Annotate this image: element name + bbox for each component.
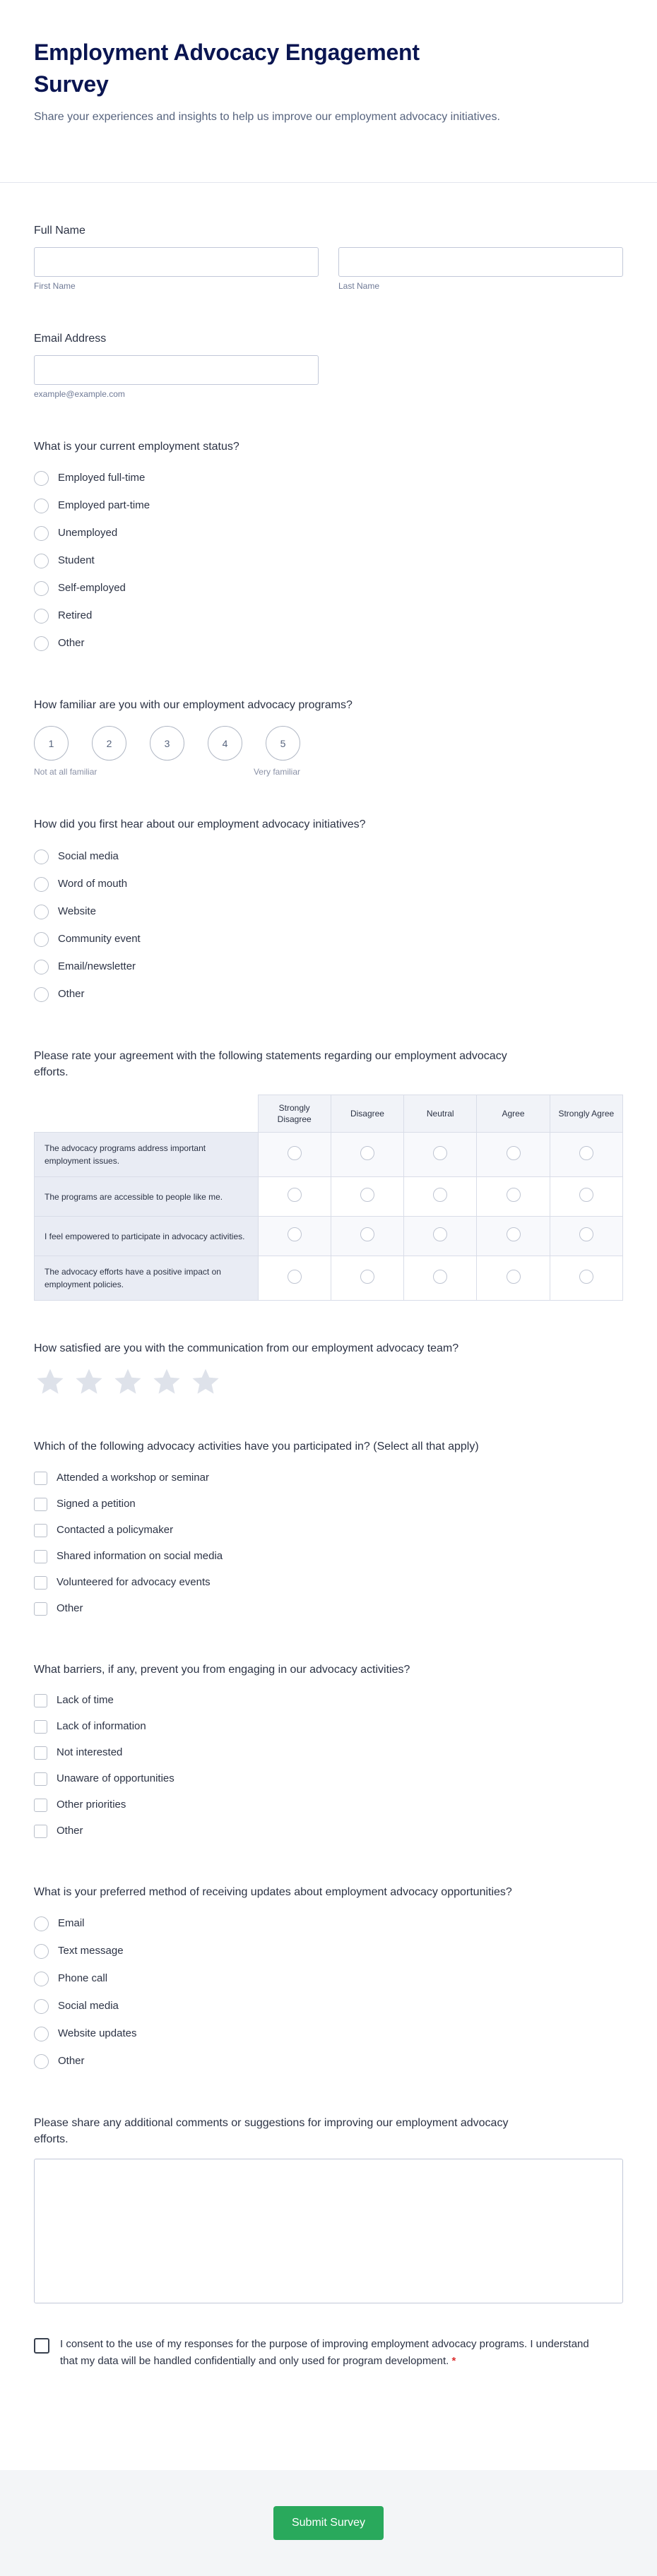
checkbox-icon[interactable] [34,1576,47,1590]
radio-option[interactable] [34,465,623,492]
option-label: Employed part-time [58,499,150,512]
option-label: Not interested [57,1746,123,1758]
radio-option[interactable] [34,898,623,926]
matrix-radio[interactable] [360,1188,374,1202]
comments-textarea[interactable] [34,2159,623,2303]
checkbox-icon[interactable] [34,1602,47,1616]
matrix-radio[interactable] [507,1270,521,1284]
option-label: Unemployed [58,527,118,539]
checkbox-icon[interactable] [34,1772,47,1786]
field-activities [34,1438,623,1621]
matrix-header-row [35,1095,623,1132]
matrix-row-label: The programs are accessible to people like me. [35,1177,259,1217]
matrix-cell [258,1133,331,1177]
matrix-cell [477,1256,550,1301]
field-consent [34,2336,599,2370]
matrix-col-header: Strongly Disagree [258,1095,331,1132]
option-label: Shared information on social media [57,1549,223,1562]
option-label: Text message [58,1945,124,1957]
familiarity-label: How familiar are you with our employment advocacy programs? [34,699,353,712]
scale-option[interactable] [150,726,184,761]
matrix-row [35,1217,623,1256]
radio-icon[interactable] [34,609,49,624]
option-label: Lack of information [57,1719,146,1732]
radio-option[interactable] [34,1993,623,2020]
matrix-radio[interactable] [360,1270,374,1284]
hear-about-options [34,843,623,1008]
field-comments [34,2115,623,2303]
checkbox-option[interactable] [34,1465,623,1491]
radio-icon[interactable] [34,554,49,568]
matrix-radio[interactable] [288,1146,302,1160]
form-title: Employment Advocacy Engagement Survey [34,40,420,97]
option-label: Social media [58,849,119,862]
radio-icon[interactable] [34,960,49,974]
matrix-cell [404,1177,477,1217]
checkbox-option[interactable] [34,1792,623,1818]
field-satisfaction [34,1340,623,1399]
radio-option[interactable] [34,981,623,1008]
option-label: Attended a workshop or seminar [57,1471,209,1484]
email-input[interactable] [34,355,319,385]
option-label: Other [58,2055,85,2068]
option-label: Employed full-time [58,472,146,484]
matrix-radio[interactable] [360,1227,374,1241]
field-updates-method [34,1884,623,2075]
agreement-matrix-table [34,1095,623,1301]
radio-icon[interactable] [34,932,49,947]
last-name-sublabel: Last Name [338,280,380,291]
matrix-col-header: Strongly Agree [550,1095,622,1132]
scale-option[interactable] [92,726,126,761]
matrix-cell [331,1217,403,1256]
matrix-cell [404,1133,477,1177]
star-icon[interactable] [150,1366,183,1399]
matrix-col-header: Disagree [331,1095,403,1132]
radio-option[interactable] [34,843,623,871]
submit-bar [0,2470,657,2576]
option-label: Other [58,637,85,650]
scale-option[interactable] [266,726,300,761]
scale-number: 3 [164,737,170,749]
checkbox-option[interactable] [34,1714,623,1740]
checkbox-icon[interactable] [34,1746,47,1760]
field-employment-status [34,439,623,657]
matrix-row [35,1133,623,1177]
matrix-cell [477,1177,550,1217]
checkbox-option[interactable] [34,1491,623,1517]
radio-icon[interactable] [34,2054,49,2069]
option-label: Phone call [58,1972,108,1985]
barriers-label: What barriers, if any, prevent you from engaging in our advocacy activities? [34,1663,410,1676]
full-name-label: Full Name [34,224,85,237]
matrix-radio[interactable] [288,1188,302,1202]
radio-icon[interactable] [34,1944,49,1959]
radio-option[interactable] [34,1910,623,1938]
checkbox-option[interactable] [34,1596,623,1622]
scale-options [34,726,623,761]
consent-label [34,2336,599,2370]
radio-option[interactable] [34,520,623,547]
option-label: Self-employed [58,582,126,595]
name-inputs-row [34,247,623,291]
matrix-cell [477,1133,550,1177]
matrix-radio[interactable] [433,1188,447,1202]
radio-icon[interactable] [34,2027,49,2041]
first-name-input[interactable] [34,247,319,277]
email-sublabel: example@example.com [34,388,125,399]
radio-option[interactable] [34,2048,623,2075]
star-icon[interactable] [73,1366,105,1399]
option-label: Email [58,1917,85,1930]
radio-icon[interactable] [34,526,49,541]
matrix-col-header: Agree [477,1095,550,1132]
matrix-row-label: The advocacy efforts have a positive impact on employment policies. [35,1256,259,1301]
matrix-cell [404,1217,477,1256]
matrix-radio[interactable] [579,1270,593,1284]
matrix-radio[interactable] [433,1146,447,1160]
comments-label: Please share any additional comments or suggestions for improving our employment advocacy efforts. [34,2117,509,2146]
matrix-cell [258,1217,331,1256]
radio-option[interactable] [34,871,623,898]
radio-option[interactable] [34,953,623,981]
radio-option[interactable] [34,2020,623,2048]
option-label: Retired [58,609,93,622]
matrix-cell [331,1177,403,1217]
scale-option[interactable] [208,726,242,761]
matrix-cell [331,1256,403,1301]
option-label: Volunteered for advocacy events [57,1575,211,1588]
scale-number: 5 [280,737,286,749]
checkbox-option[interactable] [34,1818,623,1844]
matrix-corner-cell [35,1095,259,1132]
hear-about-label: How did you first hear about our employment advocacy initiatives? [34,818,366,831]
radio-option[interactable] [34,1938,623,1965]
employment-status-options [34,465,623,657]
matrix-radio[interactable] [288,1227,302,1241]
checkbox-option[interactable] [34,1517,623,1544]
last-name-input[interactable] [338,247,623,277]
radio-icon[interactable] [34,849,49,864]
option-label: Website updates [58,2027,137,2040]
option-label: Lack of time [57,1693,114,1706]
scale-number: 1 [48,737,54,749]
email-label: Email Address [34,332,107,345]
form-subtitle: Share your experiences and insights to help us improve our employment advocacy initiatives. [34,110,500,123]
barriers-options [34,1688,623,1844]
checkbox-icon[interactable] [34,1472,47,1485]
employment-status-label: What is your current employment status? [34,440,239,453]
radio-icon[interactable] [34,877,49,892]
option-label: Unaware of opportunities [57,1772,174,1784]
agreement-matrix-label: Please rate your agreement with the following statements regarding our employment advocacy efforts. [34,1049,507,1078]
option-label: Student [58,554,95,567]
checkbox-option[interactable] [34,1766,623,1792]
scale-right-label: Very familiar [253,767,300,777]
activities-label: Which of the following advocacy activities have you participated in? (Select all that apply) [34,1441,479,1453]
field-email [34,330,623,399]
matrix-radio[interactable] [579,1188,593,1202]
matrix-cell [550,1256,622,1301]
updates-method-options [34,1910,623,2075]
field-hear-about [34,816,623,1008]
consent-text: I consent to the use of my responses for the purpose of improving employment advocacy programs. I understand that my data will be handled confidentially and only used for program development. [60,2338,589,2368]
checkbox-icon[interactable] [34,1694,47,1707]
option-label: Contacted a policymaker [57,1523,174,1536]
option-label: Email/newsletter [58,960,136,972]
field-agreement-matrix [34,1048,623,1301]
matrix-radio[interactable] [288,1270,302,1284]
radio-option[interactable] [34,492,623,520]
scale-number: 2 [106,737,112,749]
consent-checkbox[interactable] [34,2338,49,2354]
checkbox-icon[interactable] [34,1799,47,1812]
field-barriers [34,1662,623,1844]
checkbox-option[interactable] [34,1688,623,1714]
matrix-radio[interactable] [507,1188,521,1202]
matrix-cell [477,1217,550,1256]
option-label: Other [57,1602,83,1614]
option-label: Community event [58,932,141,945]
option-label: Signed a petition [57,1497,136,1510]
email-col [34,355,319,399]
scale-end-labels [34,767,300,777]
checkbox-icon[interactable] [34,1825,47,1838]
radio-icon[interactable] [34,636,49,651]
matrix-radio[interactable] [433,1227,447,1241]
matrix-cell [258,1256,331,1301]
last-name-col [338,247,623,291]
first-name-col [34,247,319,291]
matrix-radio[interactable] [579,1227,593,1241]
radio-option[interactable] [34,575,623,602]
radio-option[interactable] [34,630,623,657]
scale-option[interactable] [34,726,69,761]
radio-icon[interactable] [34,499,49,513]
scale-left-label: Not at all familiar [34,767,97,777]
star-icon[interactable] [34,1366,66,1399]
matrix-cell [550,1177,622,1217]
checkbox-option[interactable] [34,1544,623,1570]
radio-icon[interactable] [34,1972,49,1986]
matrix-cell [258,1177,331,1217]
activities-options [34,1465,623,1622]
option-label: Other priorities [57,1798,126,1811]
radio-icon[interactable] [34,1916,49,1931]
radio-option[interactable] [34,547,623,575]
matrix-radio[interactable] [507,1227,521,1241]
matrix-row-label: I feel empowered to participate in advocacy activities. [35,1217,259,1256]
matrix-cell [331,1133,403,1177]
submit-button[interactable]: Submit Survey [273,2506,384,2540]
checkbox-icon[interactable] [34,1524,47,1537]
star-icon[interactable] [189,1366,222,1399]
option-label: Other [57,1824,83,1837]
matrix-cell [550,1133,622,1177]
required-asterisk: * [451,2355,456,2368]
matrix-radio[interactable] [433,1270,447,1284]
form-header [0,0,657,126]
field-familiarity-scale [34,697,623,777]
radio-icon[interactable] [34,471,49,486]
option-label: Social media [58,2000,119,2012]
form-body [0,183,657,2470]
radio-icon[interactable] [34,581,49,596]
checkbox-icon[interactable] [34,1550,47,1563]
matrix-row [35,1256,623,1301]
matrix-radio[interactable] [507,1146,521,1160]
radio-icon[interactable] [34,1999,49,2014]
updates-method-label: What is your preferred method of receiving updates about employment advocacy opportunities? [34,1885,512,1898]
checkbox-option[interactable] [34,1570,623,1596]
radio-option[interactable] [34,926,623,953]
star-icon[interactable] [112,1366,144,1399]
star-rating [34,1366,623,1399]
radio-icon[interactable] [34,987,49,1002]
matrix-row [35,1177,623,1217]
radio-option[interactable] [34,602,623,630]
scale-number: 4 [222,737,228,749]
radio-option[interactable] [34,1965,623,1993]
radio-icon[interactable] [34,905,49,919]
matrix-col-header: Neutral [404,1095,477,1132]
checkbox-icon[interactable] [34,1498,47,1511]
checkbox-option[interactable] [34,1740,623,1766]
matrix-radio[interactable] [360,1146,374,1160]
matrix-radio[interactable] [579,1146,593,1160]
matrix-cell [404,1256,477,1301]
field-full-name [34,222,623,291]
matrix-row-label: The advocacy programs address important employment issues. [35,1133,259,1177]
option-label: Word of mouth [58,877,128,890]
first-name-sublabel: First Name [34,280,76,291]
option-label: Website [58,905,96,917]
checkbox-icon[interactable] [34,1720,47,1734]
option-label: Other [58,987,85,1000]
matrix-cell [550,1217,622,1256]
satisfaction-label: How satisfied are you with the communication from our employment advocacy team? [34,1342,459,1355]
